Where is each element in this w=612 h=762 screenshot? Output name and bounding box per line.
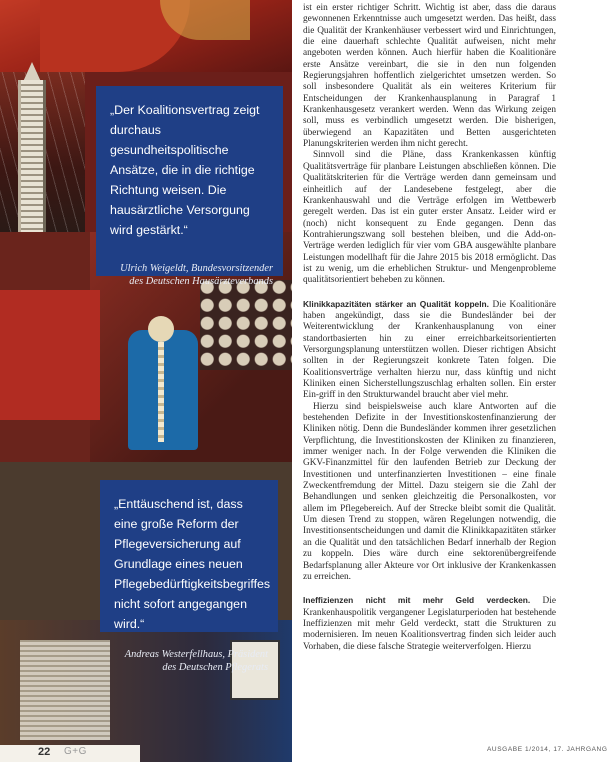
article-paragraph: Hierzu sind beispielsweise auch klare Antworten auf die bestehenden Defizite in der Investitionskostenfinanzierung der Kliniken nötig. Denn die Bundesländer kommen ihrer gesetzlichen Verpflichtung, die Investitionskosten der Kliniken zu finanzieren, immer weniger nach. In der Folge verwenden die Kliniken die GKV-Finanzmittel für den laufenden Betrieb zur Deckung der Investitionen und unterfinanzierten Investitionen – eine finale Zweckentfremdung der Mittel. Dazu steigern sie die Zahl der Behandlungen und senken gleichzeitig die Personalkosten, vor allem im Pflegebereich. Auf der Strecke bleibt somit die Qualität. Um diesen Trend zu stoppen, wären Regelungen notwendig, die Investitionsentscheidungen und damit die Klinikkapazitäten stärker an die Qualität und den tatsächlichen Bedarf innerhalb der Region zu koppeln. Dies wäre durch eine sektorenübergreifende Bedarfsplanung aller Akteure vor Ort inklusive der Krankenkassen zu erreichen.: [303, 401, 556, 582]
collage-red-block: [0, 290, 100, 420]
collage-dotted-block: [200, 280, 292, 370]
figure-head: [148, 316, 174, 342]
collage-sheet-music: [20, 640, 110, 740]
quote-role: Präsident des Deutschen Pflegerats: [162, 649, 268, 673]
quote-attribution: Andreas Westerfellhaus, Präsident des Deutschen Pflegerats: [124, 649, 268, 673]
quote-text: „Der Koalitionsvertrag zeigt durchaus gesundheitspolitische Ansätze, die in die richtige Richtung weisen. Die hausärztliche Versorgung wird gestärkt.“: [110, 103, 260, 237]
tower-building: [18, 80, 46, 235]
quote-attribution: Ulrich Weigeldt, Bundesvorsitzender des Deutschen Hausärzteverbands: [120, 263, 273, 287]
page-number: 22: [38, 746, 51, 758]
article-paragraph: ist ein erster richtiger Schritt. Wichtig ist aber, dass die daraus gewonnenen Erkenntnisse auch umgesetzt werden. Das heißt, dass die Qualität der Krankenhäuser verbessert wird und Einrichtungen, die eine dauerhaft schlechte Qualität aufweisen, nicht mehr angeboten werden können. Auch hierfür haben die Koalitionäre erste Ansätze vereinbart, die sie in den nun folgenden Regierungsjahren hoffentlich zielgerichtet umsetzen werden. So soll insbesondere Qualität als ein weiteres Kriterium für Entscheidungen der Krankenhausplanung in Paragraf 1 Krankenhausgesetz verankert werden. Wenn das Wirkung zeigen soll, muss es verbindlich umgesetzt werden. Die bisherigen, überwiegend an Kapazitäten und Betten ausgerichteten Planungskriterien werden ihm nicht gerecht.: [303, 3, 556, 150]
article-paragraph: Klinikkapazitäten stärker an Qualität koppeln. Die Koalitionäre haben angekündigt, dass sie die Bundesländer bei der Weiterentwicklung der Krankenhausplanung von einer standortbasierten hin zu einer erreichbarkeitsorientierten Versorgungsplanung unterstützen wollen. Dieser richtigen Absicht sollten in der Regierungszeit konkrete Taten folgen. Die Koalitionsverträge verhalten hierzu nur, dass künftig und nicht Kliniken einen Sicherstellungszuschlag erhalten sollen. Ein erster Ein-griff in den Strukturwandel braucht aber viel mehr.: [303, 298, 556, 401]
article-paragraph: Ineffizienzen nicht mit mehr Geld verdecken. Die Krankenhauspolitik vergangener Legislaturperioden hat bestehende Ineffizienzen mit mehr Geld verdeckt, statt die Strukturen zu modernisieren. Im neuen Koalitionsvertrag finden sich leider auch Vorhaben, die diese falsche Strategie weiterverfolgen. Hierzu: [303, 595, 556, 652]
article-column: [303, 3, 556, 653]
quote-text: „Enttäuschend ist, dass eine große Reform der Pflegeversicherung auf Grundlage eines neuen Pflegebedürftigkeitsbegriffes nicht sofort angegangen wird.“: [114, 497, 271, 631]
pull-quote-2: [100, 480, 278, 673]
paragraph-lead-in: Ineffizienzen nicht mit mehr Geld verdecken.: [303, 595, 531, 606]
paragraph-lead-in: Klinikkapazitäten stärker an Qualität koppeln.: [303, 298, 489, 309]
quote-role: Bundesvorsitzender des Deutschen Hausärzteverbands: [129, 263, 273, 287]
article-paragraph: Sinnvoll sind die Pläne, dass Krankenkassen künftig Qualitätsverträge für planbare Leistungen abschließen können. Die Qualitätskriterien für die Verträge werden dann gemeinsam und einheitlich auf der Landesebene festgelegt, aber die Krankenhauswahl und die Verträge erfolgen im Wettbewerb geregelt werden. Das ist ein guter erster Ansatz. Leider wird er (noch) nicht konsequent zu Ende gegangen. Denn das Kontrahierungszwang soll bestehen bleiben, und die Add-on-Verträge werden lediglich für vier vom GBA ausgewählte planbare Leistungen modellhaft für die Jahre 2015 bis 2018 ermöglicht. Das ist zu wenig, um die erheblichen Struktur- und Mengenprobleme qualitätsorientiert beheben zu können.: [303, 150, 556, 286]
figure-spine: [158, 342, 164, 442]
issue-info: AUSGABE 1/2014, 17. JAHRGANG: [487, 746, 608, 753]
quote-author: Ulrich Weigeldt: [120, 263, 186, 274]
magazine-logo: G+G: [64, 746, 87, 757]
pull-quote-1: [96, 86, 283, 287]
quote-author: Andreas Westerfellhaus: [124, 649, 223, 660]
